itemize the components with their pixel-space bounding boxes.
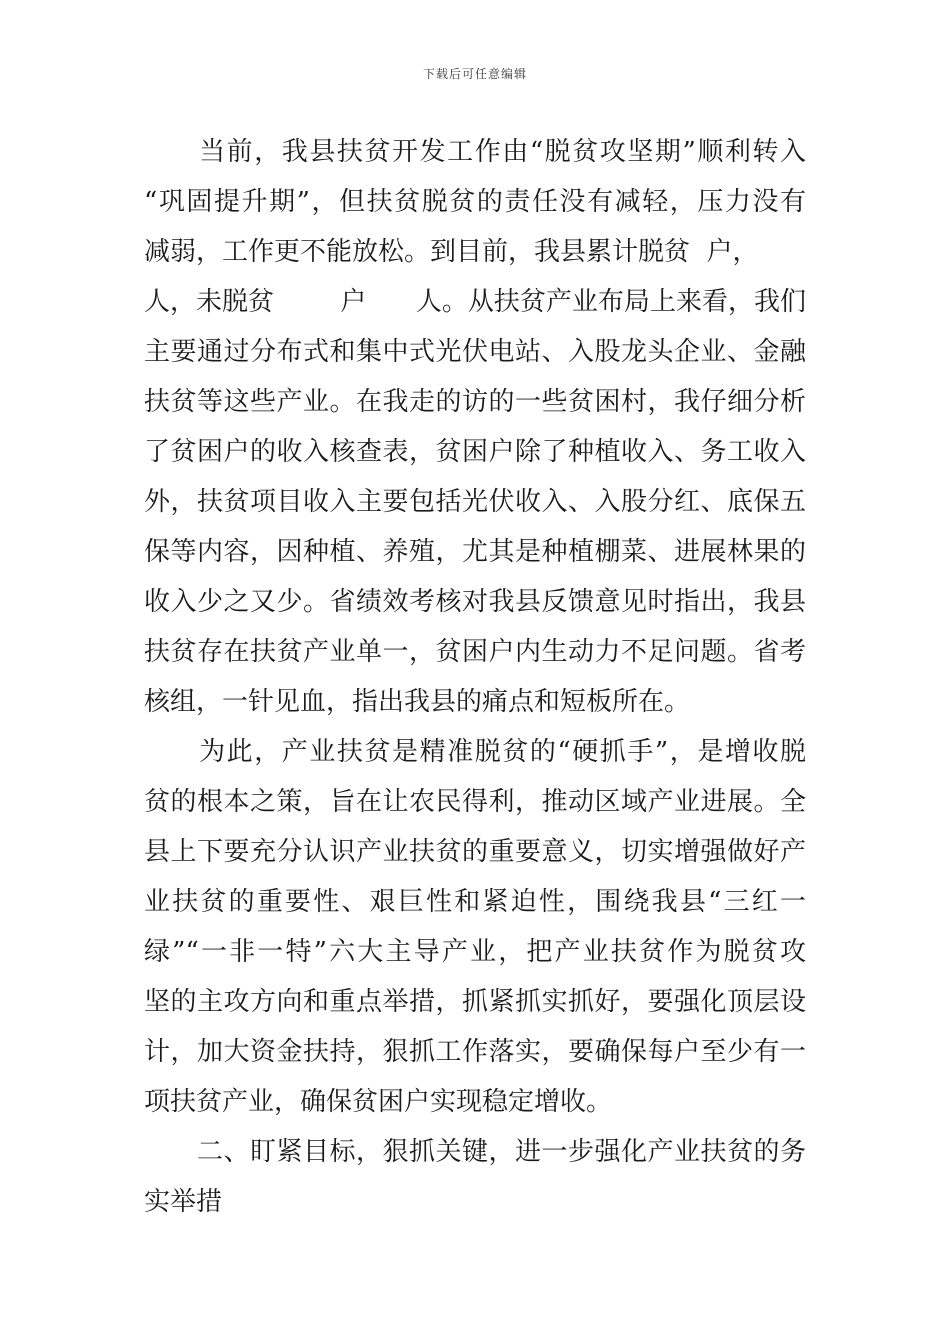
text-line: 贫的根本之策，旨在让农民得利，推动区域产业进展。全 — [144, 787, 806, 817]
text-line: 外，扶贫项目收入主要包括光伏收入、入股分红、底保五 — [144, 487, 806, 517]
text-line: 收入少之又少。省绩效考核对我县反馈意见时指出，我县 — [144, 587, 806, 617]
text-line: 为此，产业扶贫是精准脱贫的“硬抓手”，是增收脱 — [144, 737, 806, 767]
text-line: 核组，一针见血，指出我县的痛点和短板所在。 — [144, 687, 691, 717]
text-line: 主要通过分布式和集中式光伏电站、入股龙头企业、金融 — [144, 337, 806, 367]
text-line: 县上下要充分认识产业扶贫的重要意义，切实增强做好产 — [144, 837, 806, 867]
text-line: 业扶贫的重要性、艰巨性和紧迫性，围绕我县“三红一 — [144, 887, 806, 917]
text-line: 了贫困户的收入核查表，贫困户除了种植收入、务工收入 — [144, 437, 806, 467]
text-line: 扶贫等这些产业。在我走的访的一些贫困村，我仔细分析 — [144, 387, 806, 417]
text-line: 当前，我县扶贫开发工作由“脱贫攻坚期”顺利转入 — [144, 137, 806, 167]
text-line: 实举措 — [144, 1187, 223, 1217]
text-line: “巩固提升期”，但扶贫脱贫的责任没有减轻，压力没有 — [144, 187, 806, 217]
text-line: 人，未脱贫 户 人。从扶贫产业布局上来看，我们 — [144, 287, 806, 317]
text-line: 保等内容，因种植、养殖，尤其是种植棚菜、进展林果的 — [144, 537, 806, 567]
text-line: 绿”“一非一特”六大主导产业，把产业扶贫作为脱贫攻 — [144, 937, 806, 967]
text-line: 扶贫存在扶贫产业单一，贫困户内生动力不足问题。省考 — [144, 637, 806, 667]
text-line: 二、盯紧目标，狠抓关键，进一步强化产业扶贫的务 — [144, 1137, 806, 1167]
text-line: 计，加大资金扶持，狠抓工作落实，要确保每户至少有一 — [144, 1037, 806, 1067]
page-header: 下载后可任意编辑 — [422, 67, 527, 81]
text-line: 坚的主攻方向和重点举措，抓紧抓实抓好，要强化顶层设 — [144, 987, 806, 1017]
text-line: 项扶贫产业，确保贫困户实现稳定增收。 — [144, 1087, 613, 1117]
text-line: 减弱，工作更不能放松。到目前，我县累计脱贫 户， — [144, 237, 759, 267]
